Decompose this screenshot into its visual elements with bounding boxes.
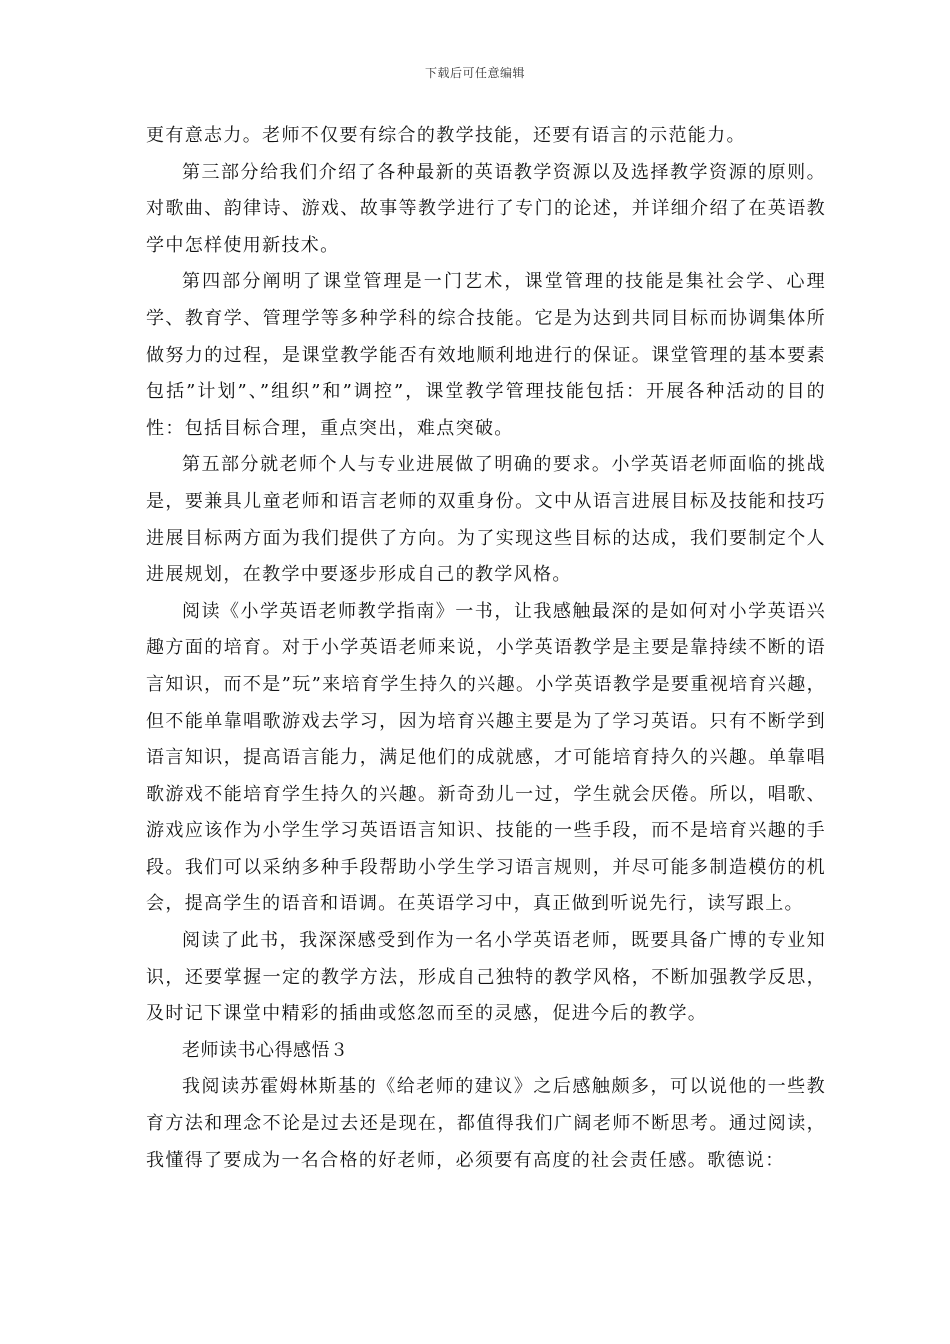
paragraph-part-three: 第三部分给我们介绍了各种最新的英语教学资源以及选择教学资源的原则。对歌曲、韵律诗、游戏、故事等教学进行了专门的论述，并详细介绍了在英语教学中怎样使用新技术。 bbox=[146, 161, 826, 256]
section-heading: 老师读书心得感悟３ bbox=[182, 1039, 349, 1061]
paragraph-section-three-intro: 我阅读苏霍姆林斯基的《给老师的建议》之后感触颇多，可以说他的一些教育方法和理念不论是过去还是现在，都值得我们广阔老师不断思考。通过阅读，我懂得了要成为一名合格的好老师，必须要有高度的社会责任感。歌德说： bbox=[146, 1076, 826, 1171]
paragraph-conclusion: 阅读了此书，我深深感受到作为一名小学英语老师，既要具备广博的专业知识，还要掌握一定的教学方法，形成自己独特的教学风格，不断加强教学反思，及时记下课堂中精彩的插曲或悠忽而至的灵感，促进今后的教学。 bbox=[146, 930, 826, 1025]
page-header: 下载后可任意编辑 bbox=[424, 66, 525, 80]
paragraph-part-five: 第五部分就老师个人与专业进展做了明确的要求。小学英语老师面临的挑战是，要兼具儿童老师和语言老师的双重身份。文中从语言进展目标及技能和技巧进展目标两方面为我们提供了方向。为了实现这些目标的达成，我们要制定个人进展规划，在教学中要逐步形成自己的教学风格。 bbox=[146, 454, 826, 586]
document-body bbox=[146, 118, 826, 1179]
paragraph-reading-reflection: 阅读《小学英语老师教学指南》一书，让我感触最深的是如何对小学英语兴趣方面的培育。对于小学英语老师来说，小学英语教学是主要是靠持续不断的语言知识，而不是”玩”来培育学生持久的兴趣。小学英语教学是要重视培育兴趣，但不能单靠唱歌游戏去学习，因为培育兴趣主要是为了学习英语。只有不断学到语言知识，提高语言能力，满足他们的成就感，才可能培育持久的兴趣。单靠唱歌游戏不能培育学生持久的兴趣。新奇劲儿一过，学生就会厌倦。所以，唱歌、游戏应该作为小学生学习英语语言知识、技能的一些手段，而不是培育兴趣的手段。我们可以采纳多种手段帮助小学生学习语言规则，并尽可能多制造模仿的机会，提高学生的语音和语调。在英语学习中，真正做到听说先行，读写跟上。 bbox=[146, 600, 826, 915]
paragraph-part-four: 第四部分阐明了课堂管理是一门艺术，课堂管理的技能是集社会学、心理学、教育学、管理学等多种学科的综合技能。它是为达到共同目标而协调集体所做努力的过程，是课堂教学能否有效地顺利地进行的保证。课堂管理的基本要素包括”计划”、”组织”和”调控”，课堂教学管理技能包括：开展各种活动的目的性：包括目标合理，重点突出，难点突破。 bbox=[146, 271, 826, 439]
paragraph-continuation: 更有意志力。老师不仅要有综合的教学技能，还要有语言的示范能力。 bbox=[146, 125, 746, 146]
